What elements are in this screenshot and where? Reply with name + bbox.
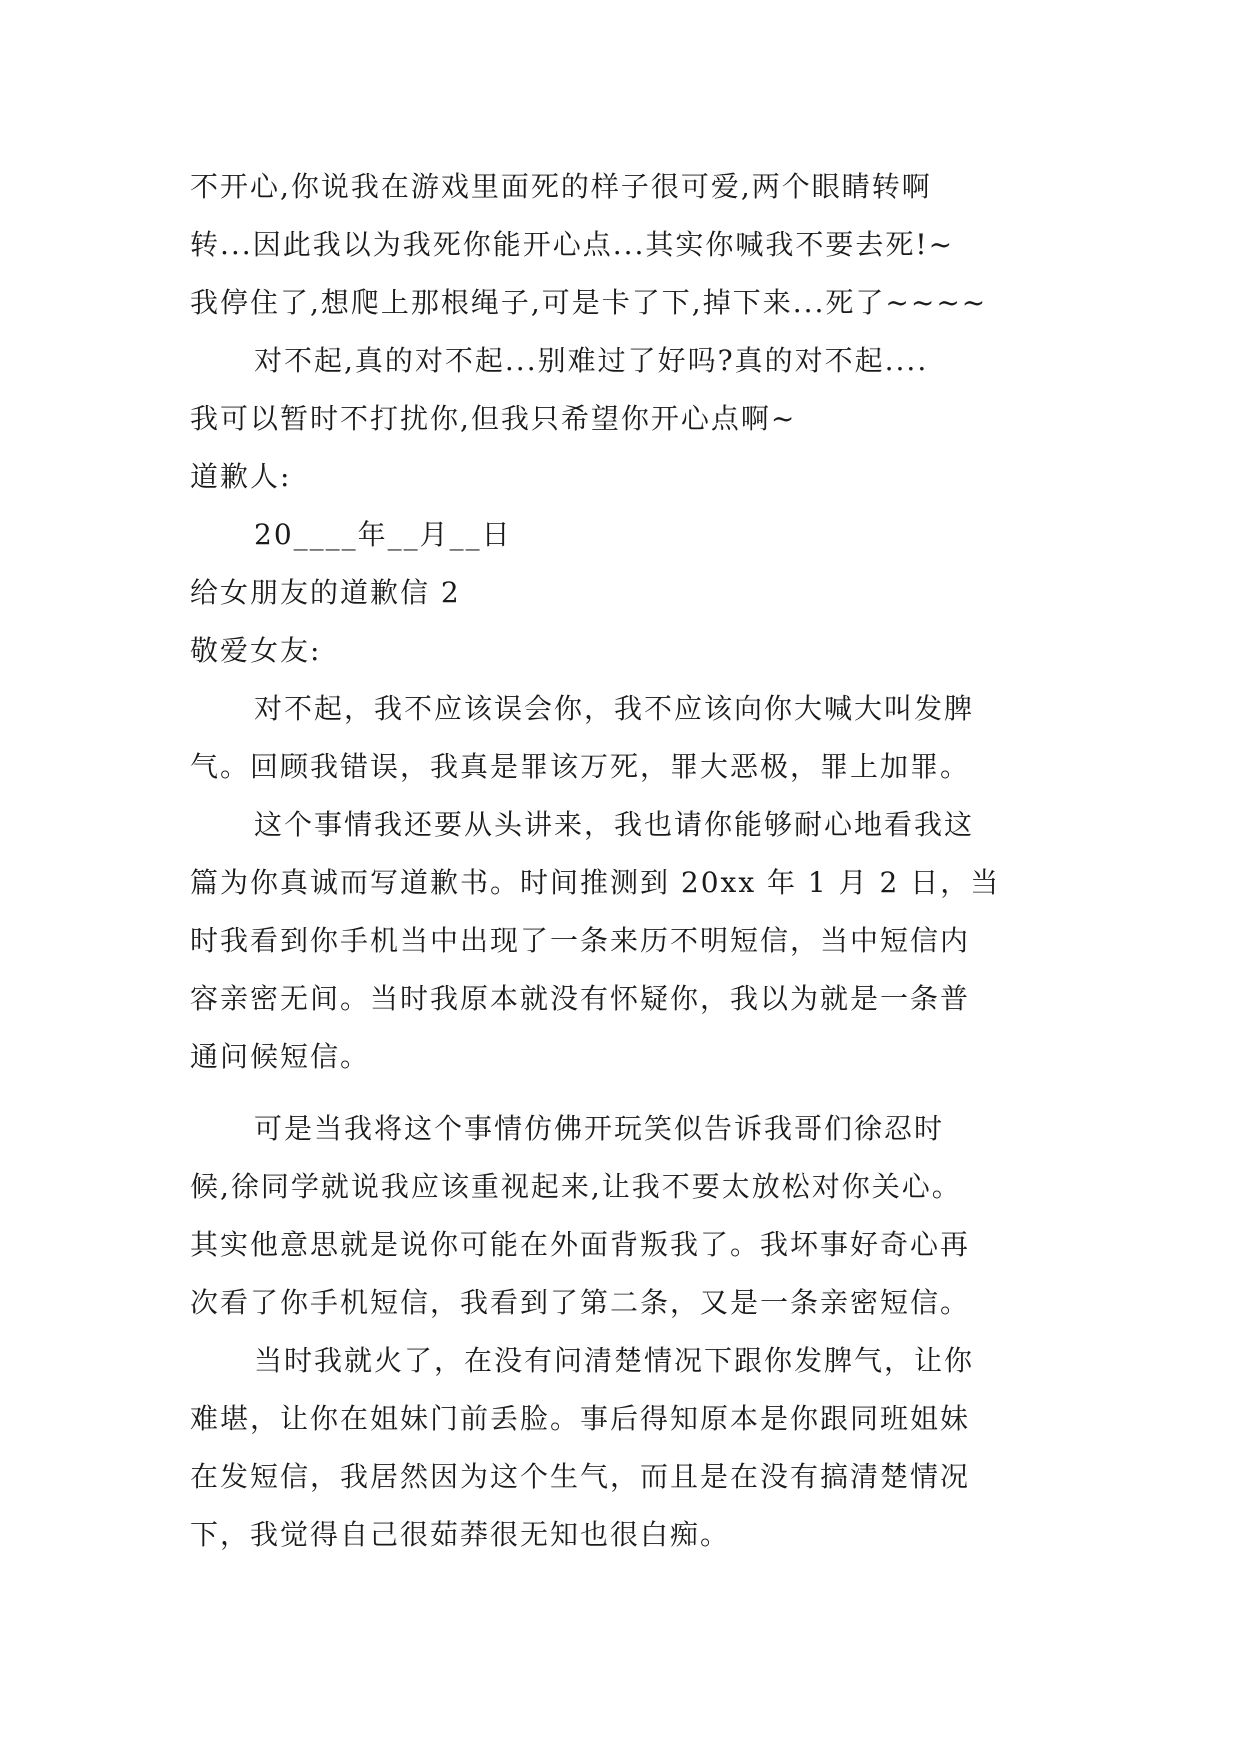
- date-line: 20____年__月__日: [254, 518, 512, 551]
- document-body: [190, 158, 1070, 1564]
- text-line: 可是当我将这个事情仿佛开玩笑似告诉我哥们徐忍时: [254, 1112, 945, 1145]
- text-line: 对不起,真的对不起...别难过了好吗?真的对不起....: [254, 344, 929, 377]
- text-line: 转...因此我以为我死你能开心点...其实你喊我不要去死!~: [190, 228, 955, 261]
- signature-label: 道歉人:: [190, 460, 292, 493]
- text-line: 容亲密无间。当时我原本就没有怀疑你，我以为就是一条普: [190, 982, 971, 1015]
- text-line: 篇为你真诚而写道歉书。时间推测到 20xx 年 1 月 2 日，当: [190, 866, 1001, 899]
- text-line: 气。回顾我错误，我真是罪该万死，罪大恶极，罪上加罪。: [190, 750, 971, 783]
- text-line: 时我看到你手机当中出现了一条来历不明短信，当中短信内: [190, 924, 971, 957]
- text-line: 不开心,你说我在游戏里面死的样子很可爱,两个眼睛转啊: [190, 170, 932, 203]
- text-line: 难堪，让你在姐妹门前丢脸。事后得知原本是你跟同班姐妹: [190, 1402, 971, 1435]
- text-line: 通问候短信。: [190, 1040, 371, 1073]
- text-line: 在发短信，我居然因为这个生气，而且是在没有搞清楚情况: [190, 1460, 971, 1493]
- section-title: 给女朋友的道歉信 2: [190, 576, 461, 609]
- text-line: 我停住了,想爬上那根绳子,可是卡了下,掉下来...死了~~~~: [190, 286, 988, 319]
- text-line: 其实他意思就是说你可能在外面背叛我了。我坏事好奇心再: [190, 1228, 971, 1261]
- text-line: 下，我觉得自己很茹莽很无知也很白痴。: [190, 1518, 731, 1551]
- text-line: 对不起，我不应该误会你，我不应该向你大喊大叫发脾: [254, 692, 975, 725]
- text-line: 次看了你手机短信，我看到了第二条，又是一条亲密短信。: [190, 1286, 971, 1319]
- text-line: 我可以暂时不打扰你,但我只希望你开心点啊~: [190, 402, 797, 435]
- text-line: 候,徐同学就说我应该重视起来,让我不要太放松对你关心。: [190, 1170, 962, 1203]
- salutation: 敬爱女友:: [190, 634, 322, 667]
- text-line: 这个事情我还要从头讲来，我也请你能够耐心地看我这: [254, 808, 975, 841]
- text-line: 当时我就火了，在没有问清楚情况下跟你发脾气，让你: [254, 1344, 975, 1377]
